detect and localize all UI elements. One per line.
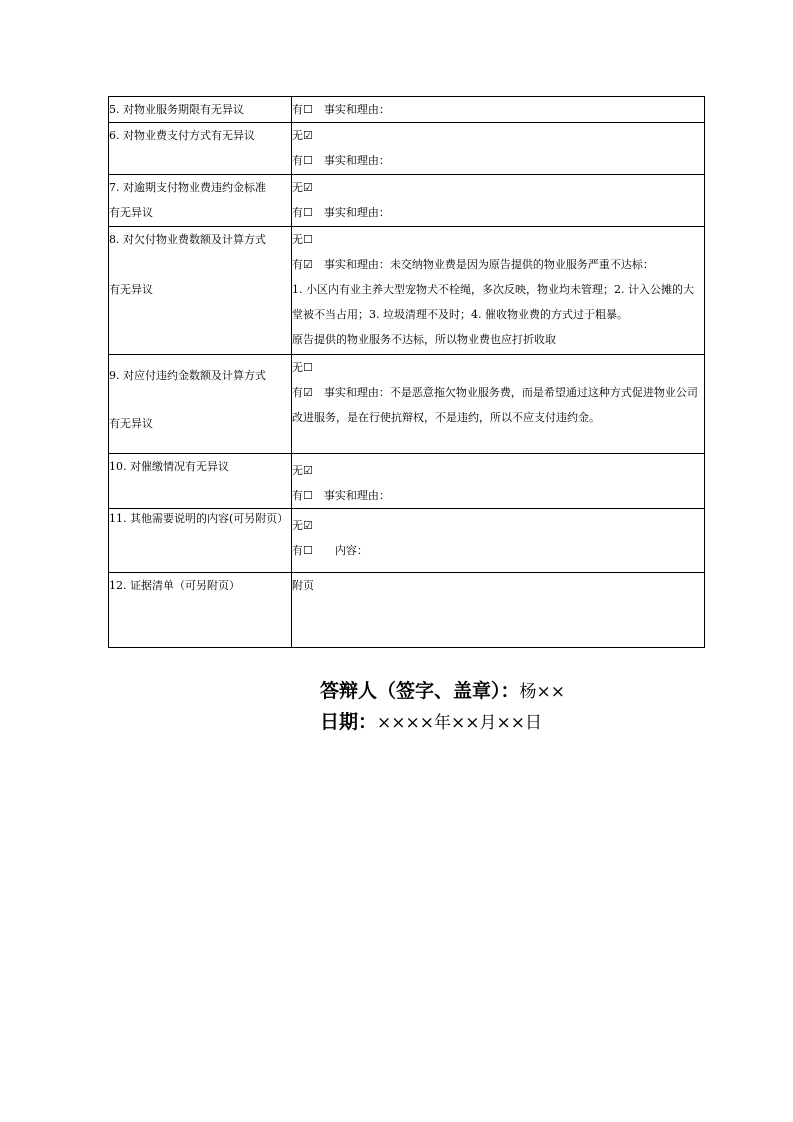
answer-line: 1. 小区内有业主养大型宠物犬不栓绳，多次反映，物业均未管理；2. 计入公摊的大堂被不当占用；3. 垃圾清理不及时；4. 催收物业费的方式过于粗暴。 [292, 283, 694, 321]
row-6 [109, 123, 705, 175]
question-cell [109, 573, 292, 648]
row-7 [109, 175, 705, 227]
question-text: 11. 其他需要说明的内容(可另附页） [109, 512, 289, 525]
row-9 [109, 355, 705, 454]
question-cell [109, 175, 292, 227]
question-text: 7. 对逾期支付物业费违约金标准 [109, 181, 266, 194]
answer-line: 有☐ 事实和理由： [292, 206, 390, 219]
date-label: 日期： [320, 711, 378, 733]
question-cell [109, 355, 292, 454]
answer-cell [292, 227, 705, 355]
answer-line: 有☑ 事实和理由：未交纳物业费是因为原告提供的物业服务严重不达标： [292, 258, 654, 271]
question-text: 10. 对催缴情况有无异议 [109, 460, 229, 473]
answer-line: 原告提供的物业服务不达标，所以物业费也应打折收取 [292, 333, 556, 346]
row-8 [109, 227, 705, 355]
answer-line: 有☐ 事实和理由： [292, 489, 390, 502]
answer-line: 无☑ [292, 129, 313, 142]
signature-label: 答辩人（签字、盖章）： [320, 680, 520, 702]
signature-line [320, 676, 700, 707]
question-text: 有无异议 [109, 206, 153, 219]
question-text: 8. 对欠付物业费数额及计算方式 [109, 233, 266, 246]
answer-line: 有☐ 内容： [292, 544, 368, 557]
answer-cell [292, 573, 705, 648]
question-text: 有无异议 [109, 283, 153, 296]
date-line [320, 707, 700, 738]
question-cell [109, 123, 292, 175]
answer-cell [292, 355, 705, 454]
answer-line: 附页 [292, 579, 314, 592]
row-10 [109, 454, 705, 509]
answer-cell [292, 454, 705, 509]
question-cell [109, 97, 292, 123]
answer-line: 有☐ 事实和理由： [292, 154, 390, 167]
answer-line: 无☑ [292, 181, 313, 194]
question-text: 6. 对物业费支付方式有无异议 [109, 129, 255, 142]
signature-block [320, 676, 700, 738]
defense-form-table [108, 96, 705, 648]
question-text: 12. 证据清单（可另附页） [109, 579, 240, 592]
question-text: 5. 对物业服务期限有无异议 [109, 103, 244, 116]
row-11 [109, 509, 705, 573]
answer-line: 无☑ [292, 464, 313, 477]
row-12 [109, 573, 705, 648]
question-cell [109, 454, 292, 509]
question-cell [109, 509, 292, 573]
answer-cell [292, 123, 705, 175]
question-cell [109, 227, 292, 355]
answer-line: 无☑ [292, 519, 313, 532]
row-5 [109, 97, 705, 123]
question-text: 9. 对应付违约金数额及计算方式 [109, 369, 266, 382]
question-text: 有无异议 [109, 417, 153, 430]
answer-line: 无☐ [292, 233, 313, 246]
date-value: ××××年××月××日 [377, 713, 542, 733]
answer-line: 有☑ 事实和理由：不是恶意拖欠物业服务费，而是希望通过这种方式促进物业公司改进服务，是在行使抗辩权，不是违约，所以不应支付违约金。 [292, 386, 698, 424]
answer-line: 无☐ [292, 361, 313, 374]
answer-cell [292, 175, 705, 227]
answer-cell [292, 509, 705, 573]
answer-line: 有☐ 事实和理由： [292, 103, 390, 116]
signature-name: 杨×× [519, 682, 566, 702]
answer-cell [292, 97, 705, 123]
